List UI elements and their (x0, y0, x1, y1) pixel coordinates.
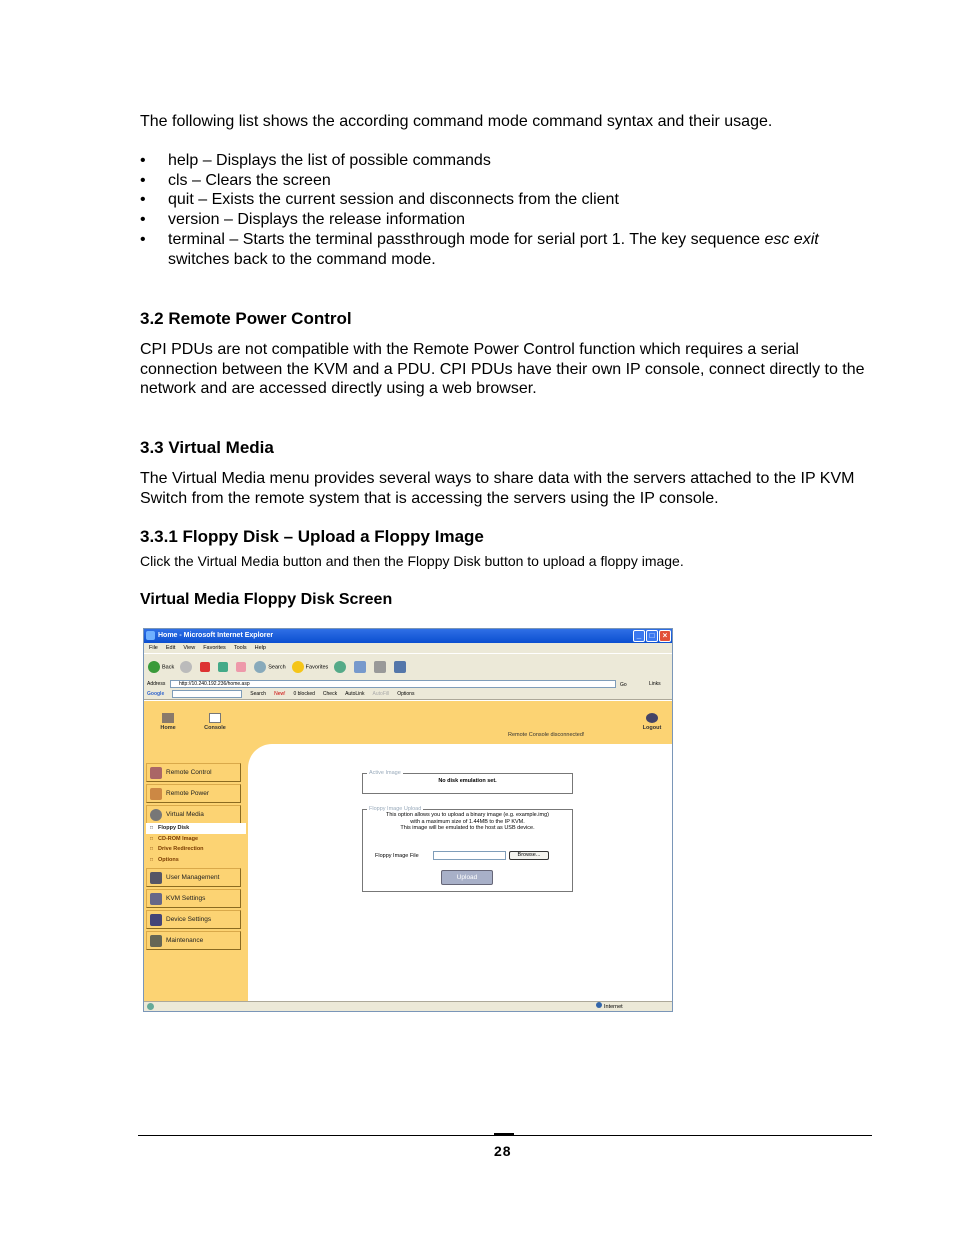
menu-remote-power[interactable] (146, 784, 241, 803)
section-heading-3-3: 3.3 Virtual Media (140, 438, 274, 457)
monitor-icon (150, 893, 162, 905)
internet-zone (596, 1002, 623, 1012)
menu-favorites[interactable]: Favorites (203, 645, 226, 651)
users-icon (150, 872, 162, 884)
terminal-text: terminal – Starts the terminal passthrough mode for serial port 1. The key sequence (168, 230, 765, 248)
autofill[interactable]: AutoFill (372, 691, 390, 697)
google-search-input[interactable] (172, 690, 242, 698)
page-status-icon (147, 1003, 154, 1010)
menu-tools[interactable]: Tools (233, 645, 247, 651)
submenu-cdrom-image[interactable]: □ CD-ROM Image (146, 834, 246, 845)
upload-description-line: with a maximum size of 1.44MB to the IP KVM. (410, 818, 525, 825)
browser-toolbar (144, 653, 672, 679)
forward-arrow-icon[interactable] (180, 661, 192, 673)
google-logo[interactable]: Google (147, 691, 165, 697)
list-item: • cls – Clears the screen (140, 171, 880, 191)
section-body-3-3: The Virtual Media menu provides several ways to share data with the servers attached to the IP KVM Switch from the remote system that is accessing the servers using the IP console. (140, 470, 855, 507)
home-nav-button[interactable] (153, 713, 183, 731)
search-icon (254, 661, 266, 673)
google-toolbar (144, 689, 672, 700)
section-body-3-2: CPI PDUs are not compatible with the Remote Power Control function which requires a serial connection between the KVM and a PDU. CPI PDUs have their own IP console, connect directly to the network and are accessed directly using a web browser. (140, 341, 865, 398)
menu-label: Maintenance (166, 937, 204, 944)
back-button[interactable] (148, 661, 174, 673)
tools-icon (150, 935, 162, 947)
console-window-icon (209, 713, 221, 723)
links-label[interactable]: Links (649, 681, 661, 687)
menu-label: Device Settings (166, 916, 212, 923)
browser-status-bar (144, 1001, 672, 1011)
menu-view[interactable]: View (183, 645, 196, 651)
address-label: Address (147, 681, 166, 687)
mail-icon[interactable] (354, 661, 366, 673)
menu-bar (144, 643, 672, 653)
edit-icon[interactable] (394, 661, 406, 673)
menu-kvm-settings[interactable] (146, 889, 241, 908)
section-heading-3-3-1: 3.3.1 Floppy Disk – Upload a Floppy Image (140, 527, 484, 546)
address-input[interactable]: http://10.240.192.236/home.asp (170, 680, 616, 688)
menu-label: Remote Power (166, 790, 209, 797)
key-sequence: esc exit (764, 230, 819, 248)
menu-label: User Management (166, 874, 220, 881)
disc-icon (150, 809, 162, 821)
floppy-upload-box (362, 806, 573, 892)
menu-remote-control[interactable] (146, 763, 241, 782)
hand-icon (150, 767, 162, 779)
address-bar (144, 679, 672, 689)
web-content (144, 701, 672, 1003)
menu-help[interactable]: Help (254, 645, 266, 651)
list-item: • quit – Exists the current session and disconnects from the client (140, 190, 880, 210)
minimize-button[interactable]: _ (633, 630, 645, 642)
menu-label: Remote Control (166, 769, 212, 776)
floppy-file-label: Floppy Image File (375, 853, 419, 859)
section-body-3-3-1: Click the Virtual Media button and then the Floppy Disk button to upload a floppy image. (140, 553, 684, 569)
floppy-file-input[interactable] (433, 851, 506, 860)
stop-icon[interactable] (200, 662, 210, 672)
submenu-drive-redirection[interactable]: □ Drive Redirection (146, 844, 246, 855)
upload-description-line: This image will be emulated to the host as USB device. (400, 825, 535, 831)
console-nav-button[interactable] (200, 713, 230, 731)
intro-paragraph: The following list shows the according command mode command syntax and their usage. (140, 113, 773, 130)
footer-rule-tick (494, 1133, 514, 1135)
active-image-status: No disk emulation set. (438, 778, 497, 784)
remote-console-status: Remote Console disconnected! (508, 732, 585, 738)
window-title: Home - Microsoft Internet Explorer (158, 632, 274, 639)
active-image-box (362, 770, 573, 794)
close-button[interactable]: × (659, 630, 671, 642)
logout-icon (646, 713, 658, 723)
console-nav-label: Console (204, 725, 226, 731)
menu-user-management[interactable] (146, 868, 241, 887)
menu-device-settings[interactable] (146, 910, 241, 929)
terminal-text-end: switches back to the command mode. (168, 250, 436, 268)
home-nav-label: Home (160, 725, 176, 731)
favorites-label: Favorites (305, 663, 329, 670)
device-icon (150, 914, 162, 926)
google-new-badge: New! (274, 691, 286, 697)
house-icon (162, 713, 174, 723)
globe-icon (596, 1002, 602, 1008)
popup-blocked[interactable]: 0 blocked (293, 691, 315, 697)
search-button[interactable] (254, 661, 285, 673)
zone-label: Internet (604, 1004, 623, 1010)
browser-screenshot (143, 628, 673, 1012)
google-options[interactable]: Options (397, 691, 415, 697)
menu-label: KVM Settings (166, 895, 206, 902)
command-list (140, 151, 880, 269)
list-item: • help – Displays the list of possible commands (140, 151, 880, 171)
menu-file[interactable]: File (149, 645, 158, 651)
google-search-button[interactable]: Search (250, 691, 267, 697)
figure-caption: Virtual Media Floppy Disk Screen (140, 591, 393, 608)
floppy-upload-legend: Floppy Image Upload (369, 806, 422, 812)
back-label: Back (162, 663, 175, 670)
search-label: Search (268, 663, 286, 670)
home-icon[interactable] (236, 662, 246, 672)
list-item-terminal (140, 230, 880, 269)
ie-logo-icon (146, 631, 155, 640)
maximize-button[interactable]: □ (646, 630, 658, 642)
browse-button[interactable]: Browse... (509, 851, 549, 860)
submenu-floppy-disk[interactable]: □ Floppy Disk (146, 823, 246, 834)
favorites-button[interactable] (292, 661, 329, 673)
menu-virtual-media[interactable] (146, 805, 241, 824)
page-number: 28 (494, 1143, 512, 1159)
refresh-icon[interactable] (218, 662, 228, 672)
menu-edit[interactable]: Edit (165, 645, 176, 651)
spell-check[interactable]: Check (322, 691, 338, 697)
list-item: • version – Displays the release information (140, 210, 880, 230)
upload-description-line: This option allows you to upload a binary image (e.g. example.img) (386, 812, 549, 818)
active-image-legend: Active Image (369, 770, 401, 776)
history-icon[interactable] (334, 661, 346, 673)
star-icon (292, 661, 304, 673)
section-heading-3-2: 3.2 Remote Power Control (140, 309, 352, 328)
go-button[interactable]: Go (620, 682, 627, 688)
menu-label: Virtual Media (166, 811, 204, 818)
footer-rule (138, 1135, 872, 1136)
back-arrow-icon (148, 661, 160, 673)
autolink[interactable]: AutoLink (345, 691, 365, 697)
submenu-options[interactable]: □ Options (146, 855, 246, 866)
upload-button[interactable]: Upload (441, 870, 493, 885)
logout-nav-label: Logout (642, 725, 662, 731)
lightning-icon (150, 788, 162, 800)
window-titlebar (144, 629, 672, 643)
banner-curve (248, 744, 288, 768)
menu-maintenance[interactable] (146, 931, 241, 950)
print-icon[interactable] (374, 661, 386, 673)
logout-nav-button[interactable] (637, 713, 667, 731)
